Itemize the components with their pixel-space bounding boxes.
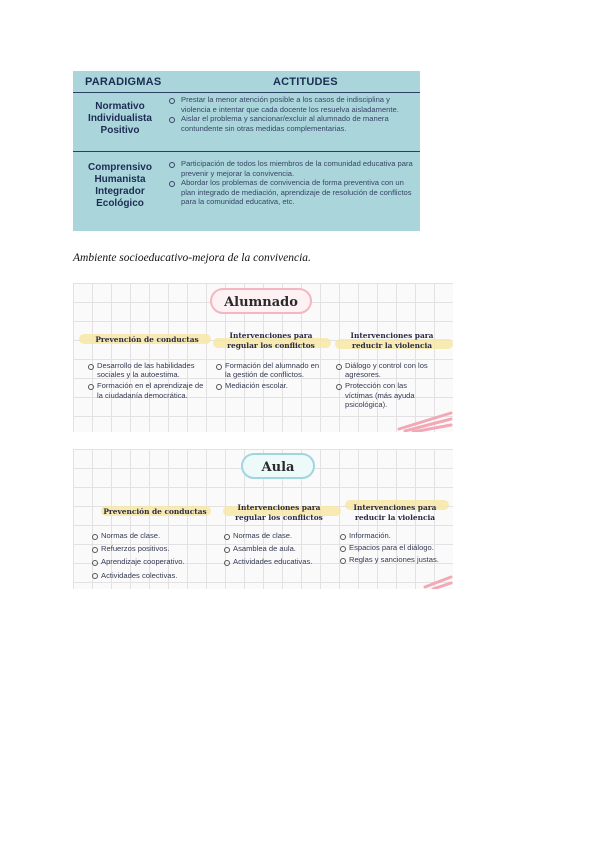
column-list [215, 361, 323, 393]
pink-stripes-decoration [423, 573, 453, 589]
list-item: Formación en el aprendizaje de la ciudadanía democrática. [87, 381, 207, 399]
pink-stripes-decoration [395, 407, 453, 432]
list-item: Abordar los problemas de convivencia de forma preventiva con un plan integrado de mediación, aprendizaje de resolución de conflictos para la comunidad educativa, etc. [167, 178, 417, 207]
row-divider [73, 151, 420, 152]
list-item: Actividades educativas. [223, 557, 339, 566]
paradigm-name: Normativo Individualista Positivo [88, 101, 152, 136]
list-item: Mediación escolar. [215, 381, 323, 390]
attitude-list [167, 95, 417, 133]
column-heading: Intervenciones para reducir la violencia [353, 503, 437, 522]
attitude-list [167, 159, 417, 207]
list-item: Refuerzos positivos. [91, 544, 215, 553]
column-list [339, 531, 439, 565]
column-list [91, 531, 215, 580]
list-item: Protección con las víctimas (más ayuda psicológica). [335, 381, 433, 409]
column-heading: Intervenciones para regular los conflictos [235, 503, 323, 522]
list-item: Prestar la menor atención posible a los casos de indisciplina y violencia e intentar que cada docente los resuelva aisladamente. [167, 95, 417, 114]
list-item: Información. [339, 531, 439, 540]
list-item: Actividades colectivas. [91, 571, 215, 580]
list-item: Aprendizaje cooperativo. [91, 557, 215, 566]
list-item: Normas de clase. [223, 531, 339, 540]
table-header [73, 71, 420, 93]
list-item: Espacios para el diálogo. [339, 543, 439, 552]
panel-title: Aula [241, 453, 315, 479]
list-item: Asamblea de aula. [223, 544, 339, 553]
aula-panel [73, 449, 453, 589]
figure-caption: Ambiente socioeducativo-mejora de la convivencia. [73, 252, 311, 264]
paradigm-table [73, 71, 420, 231]
column-list [87, 361, 207, 402]
list-item: Reglas y sanciones justas. [339, 555, 439, 564]
column-list [335, 361, 433, 411]
paradigm-name: Comprensivo Humanista Integrador Ecológico [88, 162, 152, 209]
column-heading: Prevención de conductas [103, 507, 207, 516]
list-item: Desarrollo de las habilidades sociales y la autoestima. [87, 361, 207, 379]
header-paradigmas: PARADIGMAS [85, 76, 162, 88]
column-heading: Prevención de conductas [95, 335, 199, 344]
header-actitudes: ACTITUDES [273, 76, 338, 88]
list-item: Formación del alumnado en la gestión de conflictos. [215, 361, 323, 379]
list-item: Diálogo y control con los agresores. [335, 361, 433, 379]
column-heading: Intervenciones para reducir la violencia [350, 331, 434, 350]
list-item: Aislar el problema y sancionar/excluir al alumnado de manera contundente sin otras medidas complementarias. [167, 114, 417, 133]
list-item: Normas de clase. [91, 531, 215, 540]
alumnado-panel [73, 283, 453, 432]
panel-title: Alumnado [210, 288, 312, 314]
column-list [223, 531, 339, 567]
column-heading: Intervenciones para regular los conflictos [227, 331, 315, 350]
list-item: Participación de todos los miembros de la comunidad educativa para prevenir y mejorar la convivencia. [167, 159, 417, 178]
